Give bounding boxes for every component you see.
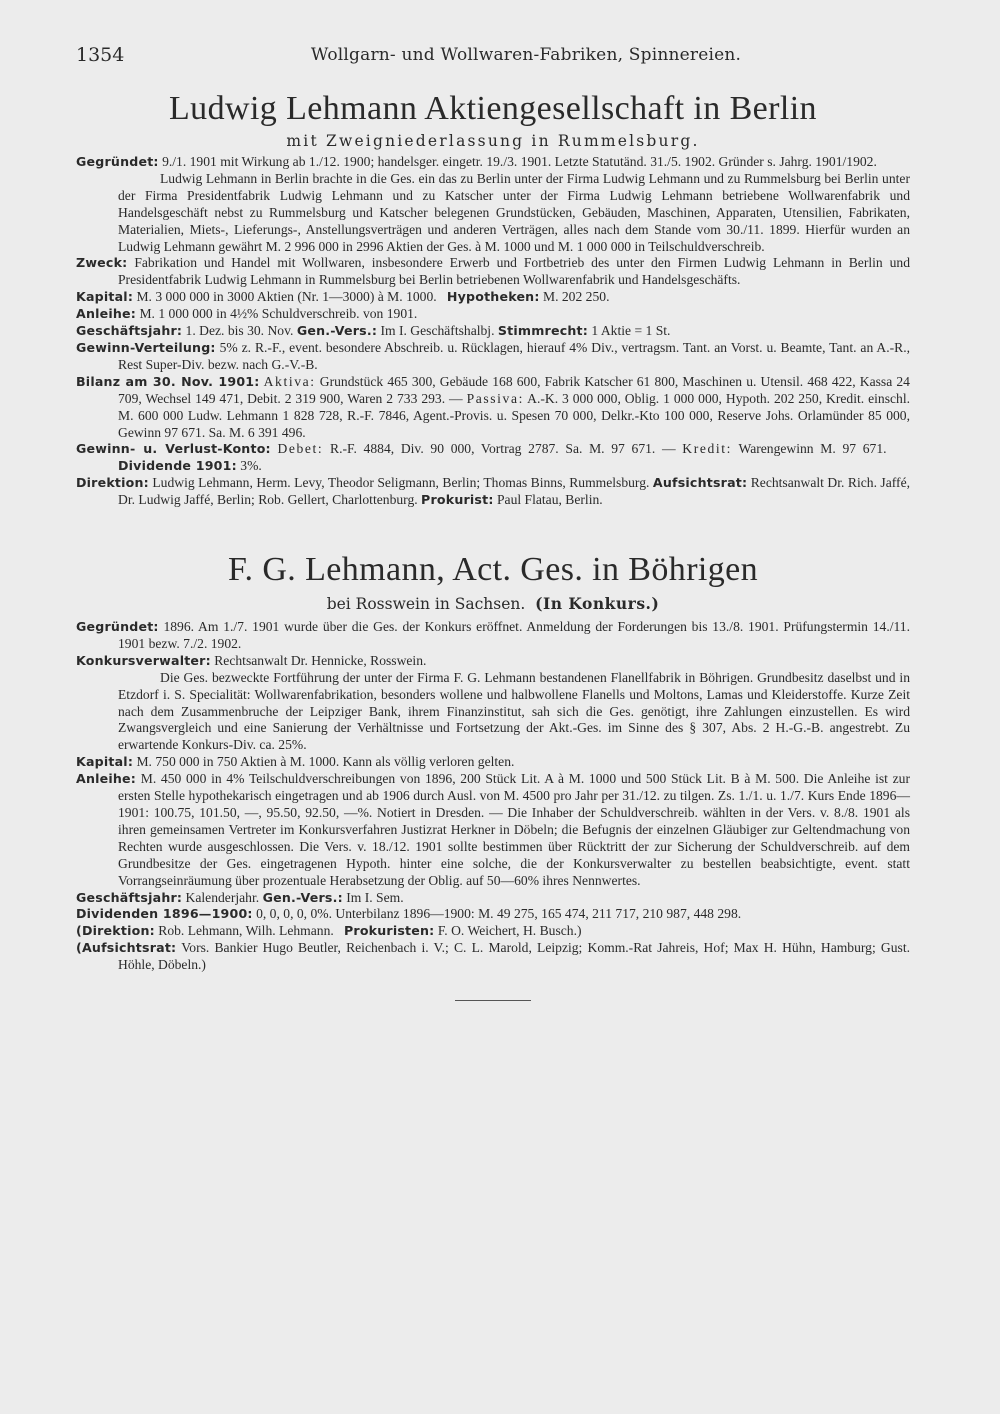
dividends-text: 0, 0, 0, 0, 0%. Unterbilanz 1896—1900: M. 49 275, 165 474, 211 717, 210 987, 448 298. [256,906,742,922]
main-content [76,88,910,1001]
company-subtitle [76,593,910,615]
capital-entry [76,754,910,771]
company-entry-fg-lehmann [76,549,910,974]
balance-entry [76,374,910,442]
company-entry-ludwig-lehmann [76,88,910,509]
loan-text: M. 450 000 in 4% Teilschuldverschreibungen von 1896, 200 Stück Lit. A à M. 1000 und 500 Stück Lit. B à M. 500. Die Anleihe ist zur ersten Stelle hypothekarisch eingetragen und ab 1906 durch Ausl. von M. 4500 pro Jahr per 31./12. zu tilgen. Zs. 1./1. u. 1./7. Kurs Ende 1896—1901: 100.75, 101.50, —, 95.50, 92.50, —%. Notiert in Dresden. — Die Inhaber der Schuldverschreib. wählten in der Vers. v. 8./8. 1901 als ihren gemeinsamen Vertreter im Konkursverfahren Justizrat Herkner in Döbeln; die Befugnis der einzelnen Gläubiger zur Geltendmachung von Rechten wurde ausgeschlossen. Die Vers. v. 18./12. 1901 sollte bestimmen über Rücktritt der zur Sicherung der Schuldverschreib. auf dem Grundbesitze der Ges. eingetragenen Hypoth. hinter eine solche, die der Konkursverwalter zu bestellen beabsichtigte, event. statt Vorrangseinräumung über prozentuale Herabsetzung der Oblig. auf 50—60% ihres Nennwertes. [118,771,910,888]
company-title: F. G. Lehmann, Act. Ges. in Böhrigen [227,551,759,589]
dividends-label: Dividenden 1896—1900: [76,906,253,922]
founded-entry [76,154,910,171]
fiscal-year-label: Geschäftsjahr: [76,323,183,339]
capital-entry [76,289,910,306]
loan-text: M. 1 000 000 in 4½% Schuldverschreib. von 1901. [139,306,418,322]
receiver-label: Konkursverwalter: [76,652,211,668]
page-header [76,44,916,74]
general-meeting-text: Im I. Sem. [346,889,404,905]
fiscal-year-label: Geschäftsjahr: [76,889,183,905]
voting-right-label: Stimmrecht: [497,323,588,339]
bankruptcy-status: (In Konkurs.) [535,594,660,614]
management-label: (Direktion: [76,923,155,939]
receiver-text: Rechtsanwalt Dr. Hennicke, Rosswein. [214,652,427,668]
loan-entry [76,306,910,323]
management-text: Rob. Lehmann, Wilh. Lehmann. [158,923,334,939]
loan-entry [76,771,910,889]
purpose-text: Fabrikation und Handel mit Wollwaren, insbesondere Erwerb und Fortbetrieb des unter den Firmen Ludwig Lehmann in Berlin und Presidentfabrik Ludwig Lehmann in Rummelsburg bei Berlin betriebenen Wollwarenfabrik und Handelsgeschäfts. [118,255,910,288]
management-entry [76,923,910,940]
general-meeting-label: Gen.-Vers.: [262,889,343,905]
purpose-label: Zweck: [76,255,128,271]
fiscal-year-entry [76,323,910,340]
profit-distribution-label: Gewinn-Verteilung: [76,339,216,355]
description-paragraph: Die Ges. bezweckte Fortführung der unter der Firma F. G. Lehmann bestandenen Flanellfabrik in Böhrigen. Grundbesitz daselbst und in Etzdorf i. S. Specialität: Wollwarenfabrikation, besonders wollene und halbwollene Flanells und Moltons, Lamas und Kleiderstoffe. Kurze Zeit nach dem Zusammenbruche der Leipziger Bank, ihrem Finanzinstitut, sah sich die Ges. genötigt, ihre Zahlungen einzustellen. Es wird Zwangsvergleich und eine Sanierung der Verhältnisse und Fortsetzung der Akt.-Ges. im Sinne des § 307, Abs. 2 H.-G.-B. angestrebt. Zu erwartende Konkurs-Div. ca. 25%. [118,669,910,753]
company-title: Ludwig Lehmann Aktiengesellschaft in Berlin [169,90,817,127]
closing-rule [455,1000,531,1001]
company-subtitle: mit Zweigniederlassung in Rummelsburg. [286,132,700,150]
purpose-entry [76,255,910,289]
fiscal-year-text: Kalenderjahr. [185,889,260,905]
history-paragraph: Ludwig Lehmann in Berlin brachte in die Ges. ein das zu Berlin unter der Firma Ludwig Lehmann und zu Rummelsburg bei Berlin unter der Firma Presidentfabrik Ludwig Lehmann und zu Katscher unter der Firma Ludwig Lehmann betriebene Wollwarenfabrik und Handelsgeschäft nebst zu Rummelsburg und Katscher belegenen Grundstücken, Gebäuden, Maschinen, Apparaten, Utensilien, Fabrikaten, Materialien, Miets-, Lieferungs-, Anstellungsverträgen und anderen Verträgen, alles nach dem Stande vom 30./11. 1899. Hierfür wurden an Ludwig Lehmann gewährt M. 2 996 000 in 2996 Aktien der Ges. à M. 1000 und M. 1 000 000 in Teilschuldverschreib. [118,170,910,254]
capital-text: M. 3 000 000 in 3000 Aktien (Nr. 1—3000) à M. 1000. [136,289,437,305]
founded-label: Gegründet: [76,619,159,635]
loan-label: Anleihe: [76,771,137,787]
founded-text: 1896. Am 1./7. 1901 wurde über die Ges. der Konkurs eröffnet. Anmeldung der Forderungen bis 13./8. 1901. Prüfungstermin 14./11. 1901 bezw. 7./2. 1902. [118,619,911,651]
credit-text: Warengewinn M. 97 671. [738,441,887,457]
authorized-officer-text: Paul Flatau, Berlin. [496,492,603,508]
supervisory-board-text: Vors. Bankier Hugo Beutler, Reichenbach i. V.; C. L. Marold, Leipzig; Komm.-Rat Jahreis, Hof; Max H. Hühn, Hamburg; Gust. Höhle, Döbeln.) [118,940,911,973]
liabilities-text: A.-K. 3 000 000, Oblig. 1 000 000, Hypoth. 202 250, Kredit. einschl. M. 600 000 Ludw. Lehmann 1 828 728, R.-F. 7846, Agent.-Provis. u. Spesen 70 000, Delkr.-Kto 100 000, Reserve Johs. Orlamünder 85 000, Gewinn 97 671. Sa. M. 6 391 496. [118,390,910,440]
founded-label: Gegründet: [76,154,159,169]
liabilities-word: Passiva: [466,390,524,406]
capital-text: M. 750 000 in 750 Aktien à M. 1000. Kann als völlig verloren gelten. [136,754,515,770]
profit-loss-entry [76,441,910,475]
balance-label: Bilanz am 30. Nov. 1901: [76,373,260,389]
founded-text: 9./1. 1901 mit Wirkung ab 1./12. 1900; handelsger. eingetr. 19./3. 1901. Letzte Statutänd. 31./5. 1902. Gründer s. Jahrg. 1901/1902. [162,154,877,169]
dividends-entry [76,906,910,923]
dividend-label: Dividende 1901: [118,458,237,474]
authorized-officers-label: Prokuristen: [343,923,435,939]
page-number: 1354 [76,44,125,66]
profit-distribution-text: 5% z. R.-F., event. besondere Abschreib. u. Rücklagen, hierauf 4% Div., vertragsm. Tant. an Vorst. u. Beamte, Tant. an A.-R., Rest Super-Div. bezw. nach G.-V.-B. [118,339,911,372]
authorized-officers-text: F. O. Weichert, H. Busch.) [437,923,582,939]
debit-word: Debet: [277,441,324,457]
debit-text: R.-F. 4884, Div. 90 000, Vortrag 2787. Sa. M. 97 671. — [330,441,676,457]
mortgages-label: Hypotheken: [446,289,540,305]
running-title: Wollgarn- und Wollwaren-Fabriken, Spinnereien. [310,45,742,65]
supervisory-board-label: (Aufsichtsrat: [76,940,177,956]
supervisory-board-entry [76,940,910,974]
management-entry [76,475,910,509]
dividend-text: 3%. [240,458,262,474]
supervisory-board-text: Rechtsanwalt Dr. Rich. Jaffé, Dr. Ludwig Jaffé, Berlin; Rob. Gellert, Charlottenburg. [118,475,910,508]
general-meeting-label: Gen.-Vers.: [296,323,378,339]
capital-label: Kapital: [76,289,134,305]
voting-right-text: 1 Aktie = 1 St. [591,323,671,339]
assets-text: Grundstück 465 300, Gebäude 168 600, Fabrik Katscher 61 800, Maschinen u. Utensil. 468 422, Kassa 24 709, Wechsel 149 471, Debit. 2 319 900, Waren 2 733 293. — [118,373,910,406]
assets-word: Aktiva: [263,373,316,389]
profit-loss-label: Gewinn- u. Verlust-Konto: [76,441,271,457]
receiver-entry [76,653,910,670]
company-location: bei Rosswein in Sachsen. [326,595,526,614]
loan-label: Anleihe: [76,306,137,322]
founded-entry [76,619,910,653]
management-label: Direktion: [76,475,149,491]
fiscal-year-entry [76,890,910,907]
authorized-officer-label: Prokurist: [421,492,494,508]
profit-distribution-entry [76,340,910,374]
section-gap [76,509,910,549]
mortgages-text: M. 202 250. [543,289,610,305]
fiscal-year-text: 1. Dez. bis 30. Nov. [185,323,294,339]
management-text: Ludwig Lehmann, Herm. Levy, Theodor Seligmann, Berlin; Thomas Binns, Rummelsburg. [152,475,650,491]
capital-label: Kapital: [76,754,134,770]
credit-word: Kredit: [682,441,732,457]
supervisory-board-label: Aufsichtsrat: [652,475,748,491]
general-meeting-text: Im I. Geschäftshalbj. [380,323,495,339]
